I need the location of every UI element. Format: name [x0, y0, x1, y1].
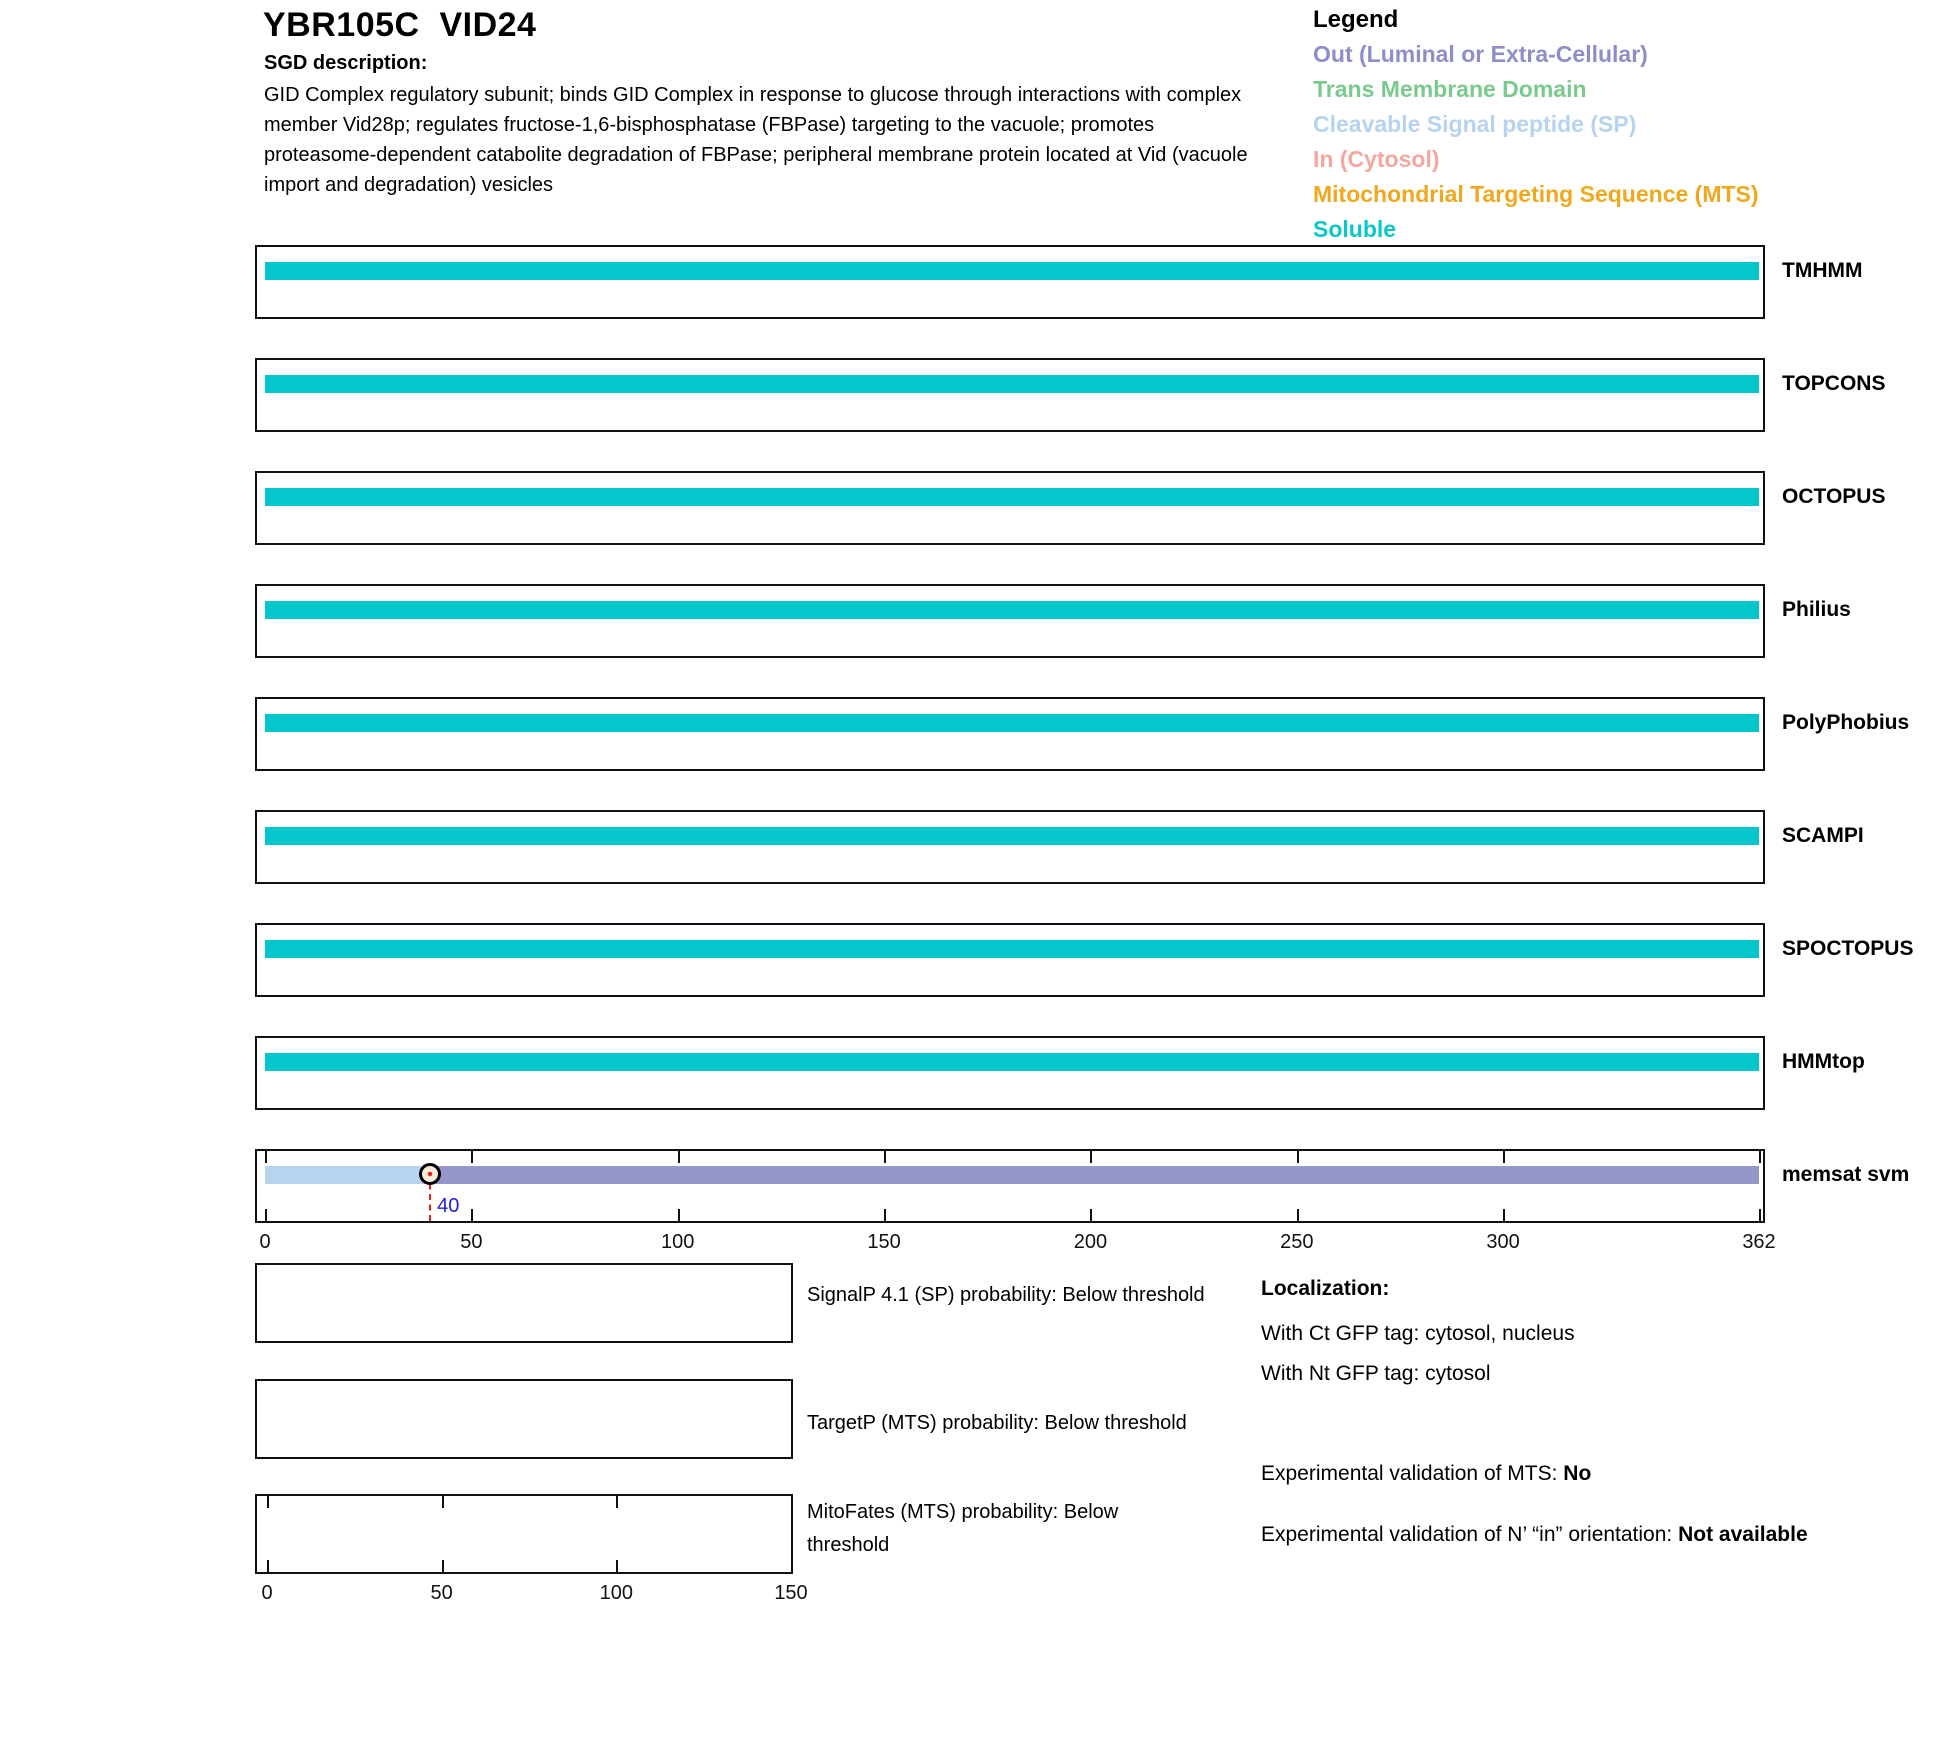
orientation-validation: [1261, 1518, 1821, 1552]
axis-tick: [1297, 1151, 1299, 1163]
legend-item-out: Out (Luminal or Extra-Cellular): [1313, 41, 1648, 67]
targetp-label: TargetP (MTS) probability: Below threshold: [807, 1412, 1187, 1434]
axis-tick: [1759, 1209, 1761, 1221]
orientation-validation-value: Not available: [1678, 1523, 1808, 1546]
track-panel-tmhmm: [255, 245, 1765, 319]
axis-tick-label: 100: [661, 1231, 695, 1253]
memsat-marker-position-label: 40: [437, 1195, 460, 1217]
track-segment: [430, 1166, 1759, 1184]
mts-validation: [1261, 1462, 1591, 1486]
localization-nt-line: With Nt GFP tag: cytosol: [1261, 1362, 1491, 1385]
mitofates-plot: [255, 1494, 793, 1574]
track-label-tmhmm: TMHMM: [1782, 259, 1863, 282]
axis-tick: [1297, 1209, 1299, 1221]
track-segment: [265, 1166, 430, 1184]
axis-tick: [616, 1560, 618, 1572]
track-segment: [265, 262, 1759, 280]
axis-tick-label: 200: [1073, 1231, 1108, 1253]
axis-tick: [1090, 1209, 1092, 1221]
axis-tick: [267, 1496, 269, 1508]
localization-ct-line: With Ct GFP tag: cytosol, nucleus: [1261, 1322, 1575, 1345]
sgd-description-label: SGD description:: [264, 52, 428, 74]
signalp-plot: [255, 1263, 793, 1343]
axis-tick-label: 0: [259, 1231, 271, 1253]
track-panel-topcons: [255, 358, 1765, 432]
axis-tick: [678, 1209, 680, 1221]
track-segment: [265, 714, 1759, 732]
axis-tick-label: 50: [460, 1231, 483, 1253]
axis-tick: [267, 1560, 269, 1572]
axis-tick-label: 0: [261, 1582, 273, 1604]
axis-tick: [884, 1209, 886, 1221]
track-segment: [265, 601, 1759, 619]
track-segment: [265, 375, 1759, 393]
track-panel-memsat-svm: [255, 1149, 1765, 1223]
axis-tick: [1759, 1151, 1761, 1163]
track-panel-spoctopus: [255, 923, 1765, 997]
track-panel-philius: [255, 584, 1765, 658]
sgd-description-text: GID Complex regulatory subunit; binds GID Complex in response to glucose through interactions with complex member Vid28p; regulates fructose-1,6-bisphosphatase (FBPase) targeting to the vacuole; promotes proteasome-dependent catabolite degradation of FBPase; peripheral membrane protein located at Vid (vacuole import and degradation) vesicles: [264, 84, 1248, 196]
axis-tick-label: 150: [774, 1582, 808, 1604]
track-panel-hmmtop: [255, 1036, 1765, 1110]
legend-item-mts: Mitochondrial Targeting Sequence (MTS): [1313, 181, 1759, 207]
track-panel-scampi: [255, 810, 1765, 884]
axis-tick: [616, 1496, 618, 1508]
localization-title: Localization:: [1261, 1277, 1390, 1300]
track-label-octopus: OCTOPUS: [1782, 485, 1886, 508]
axis-tick-label: 300: [1486, 1231, 1520, 1253]
axis-tick-label: 362: [1742, 1231, 1776, 1253]
legend-title: Legend: [1313, 6, 1399, 33]
track-label-hmmtop: HMMtop: [1782, 1050, 1865, 1073]
track-panel-octopus: [255, 471, 1765, 545]
orientation-validation-text: Experimental validation of N’ “in” orientation:: [1261, 1523, 1679, 1546]
track-label-spoctopus: SPOCTOPUS: [1782, 937, 1914, 960]
mitofates-axis: [257, 1582, 808, 1606]
track-segment: [265, 940, 1759, 958]
axis-tick-label: 50: [430, 1582, 453, 1604]
axis-tick-label: 100: [599, 1582, 634, 1604]
axis-tick: [442, 1496, 444, 1508]
legend-item-soluble: Soluble: [1313, 216, 1397, 242]
signalp-label: SignalP 4.1 (SP) probability: Below threshold: [807, 1284, 1205, 1306]
page-title: YBR105C VID24: [263, 6, 537, 44]
track-segment: [265, 488, 1759, 506]
axis-tick: [1503, 1151, 1505, 1163]
track-label-memsat-svm: memsat svm: [1782, 1163, 1910, 1186]
track-segment: [265, 827, 1759, 845]
legend-item-tmd: Trans Membrane Domain: [1313, 76, 1587, 102]
mts-validation-value: No: [1563, 1462, 1592, 1485]
axis-tick: [1503, 1209, 1505, 1221]
legend-item-in: In (Cytosol): [1313, 146, 1440, 172]
axis-tick-label: 250: [1280, 1231, 1314, 1253]
track-label-scampi: SCAMPI: [1782, 824, 1864, 847]
axis-tick: [884, 1151, 886, 1163]
track-label-polyphobius: PolyPhobius: [1782, 711, 1910, 734]
axis-tick: [471, 1209, 473, 1221]
legend-item-sp: Cleavable Signal peptide (SP): [1313, 111, 1637, 137]
axis-tick: [265, 1151, 267, 1163]
axis-tick: [265, 1209, 267, 1221]
track-segment: [265, 1053, 1759, 1071]
memsat-marker-circle: [419, 1163, 441, 1185]
targetp-plot: [255, 1379, 793, 1459]
track-label-topcons: TOPCONS: [1782, 372, 1886, 395]
axis-tick: [471, 1151, 473, 1163]
mitofates-label: MitoFates (MTS) probability: Below threshold: [807, 1501, 1119, 1556]
mts-validation-text: Experimental validation of MTS:: [1261, 1462, 1564, 1485]
track-panel-polyphobius: [255, 697, 1765, 771]
axis-tick-label: 150: [867, 1231, 901, 1253]
axis-tick: [1090, 1151, 1092, 1163]
axis-tick: [678, 1151, 680, 1163]
axis-tick: [442, 1560, 444, 1572]
legend: [1313, 2, 1759, 247]
track-label-philius: Philius: [1782, 598, 1851, 621]
main-axis: [257, 1231, 1776, 1255]
